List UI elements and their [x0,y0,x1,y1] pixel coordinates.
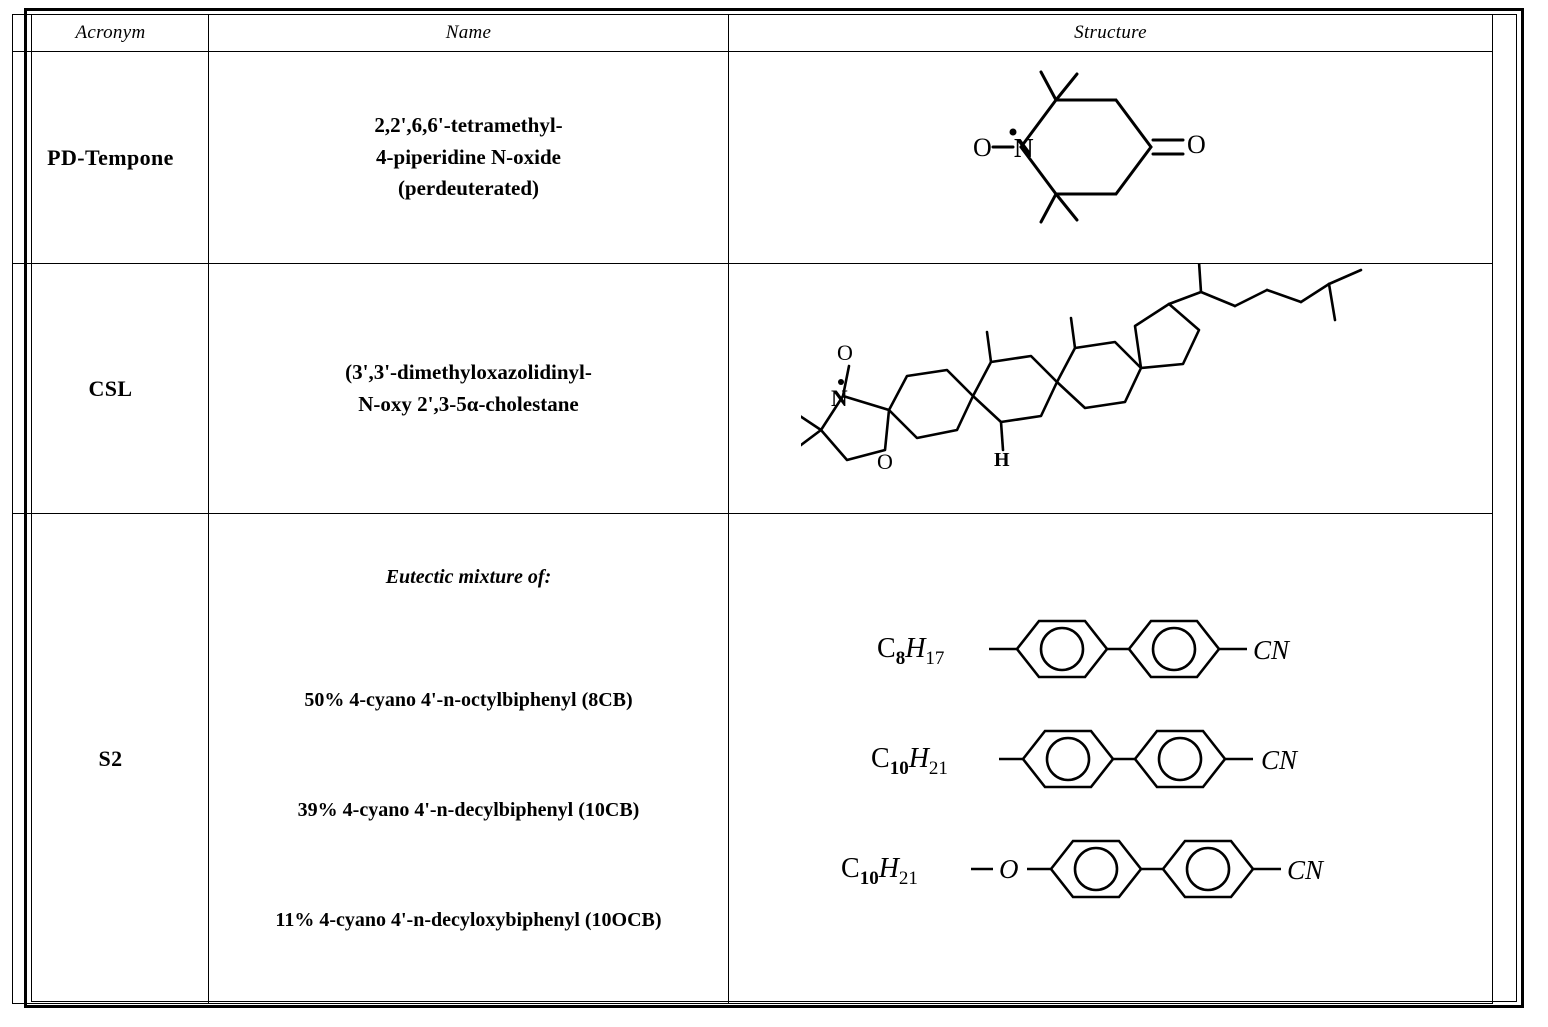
s2-structures [729,514,1492,1003]
mixture-component-label: 39% 4-cyano 4'-n-decylbiphenyl (10CB) [297,799,640,821]
name-line: (perdeuterated) [397,176,540,201]
mixture-component-label: 11% 4-cyano 4'-n-decyloxybiphenyl (10OCB) [275,909,662,931]
table-row [13,264,1493,514]
svg-text:O: O [1186,130,1206,159]
name-line: (3',3'-dimethyloxazolidinyl- [345,360,592,384]
structure-cell-s2 [729,514,1493,1004]
acronym-csl: CSL [13,264,209,514]
svg-text:O: O [836,340,853,365]
svg-text:CN: CN [1286,855,1323,885]
name-pd-tempone [209,52,729,264]
header-acronym: Acronym [13,15,209,52]
table-row [13,52,1493,264]
table-body [13,52,1493,1004]
piperidine-n-oxide-structure [729,52,1492,263]
svg-text:C8H17: $C_8H_{17}$ [876,633,944,669]
spacer [729,514,1492,594]
table-header-row [13,15,1493,52]
name-line: 2,2',6,6'-tetramethyl- [374,113,563,138]
acronym-pd-tempone: PD-Tempone [13,52,209,264]
name-line: N-oxy 2',3-5α-cholestane [358,391,579,416]
table-row [13,514,1493,1004]
svg-text:O: O [876,449,893,474]
name-line: 4-piperidine N-oxide [376,144,561,169]
svg-text:H: H [993,449,1010,471]
svg-text:CN: CN [1260,745,1297,775]
svg-text:O: O [972,133,992,162]
compound-table [12,14,1493,1004]
structure-cell-csl [729,264,1493,514]
svg-text:O: O [998,854,1018,884]
svg-text:CN: CN [1252,635,1289,665]
structure-10cb [729,704,1492,814]
svg-text:N: N [1013,133,1033,163]
name-csl [209,264,729,514]
svg-text:N: N [830,386,848,411]
header-structure: Structure [729,15,1493,52]
cholestane-oxazolidinyl-structure [729,264,1492,513]
mixture-component-label: 50% 4-cyano 4'-n-octylbiphenyl (8CB) [304,689,633,711]
svg-text:C10H21: $C_{10}H_{21}$ [870,743,948,779]
eutectic-label: Eutectic mixture of: [385,566,552,588]
acronym-s2: S2 [13,514,209,1004]
name-s2 [209,514,729,1004]
table-header [13,15,1493,52]
header-name: Name [209,15,729,52]
structure-10ocb [729,814,1492,924]
structure-8cb [729,594,1492,704]
svg-text:C10H21: $C_{10}H_{21}$ [840,853,918,889]
structure-cell-pd-tempone [729,52,1493,264]
